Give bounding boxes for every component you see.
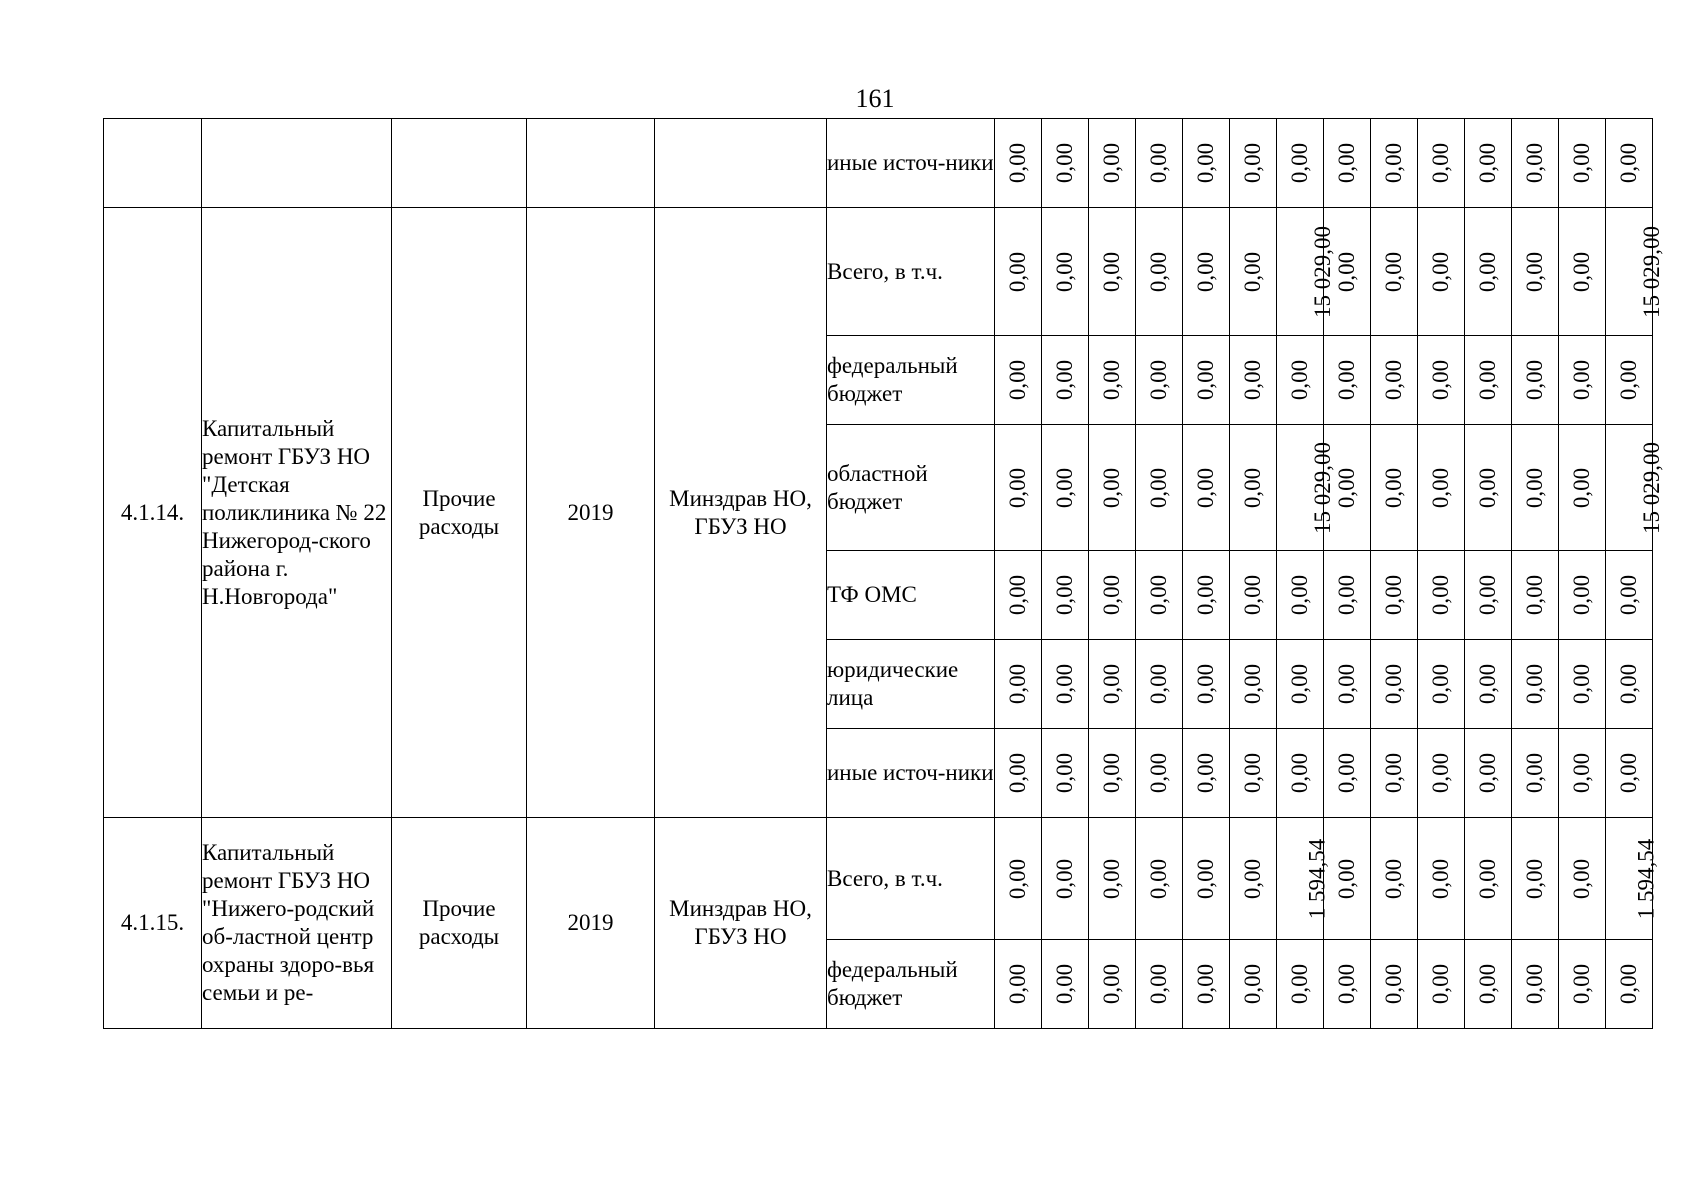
funding-source: иные источ-ники xyxy=(827,119,995,208)
amount-cell xyxy=(1559,336,1606,425)
amount-value: 0,00 xyxy=(1099,359,1124,401)
amount-value: 0,00 xyxy=(1428,574,1453,616)
amount-cell xyxy=(1512,940,1559,1029)
amount-cell xyxy=(1277,818,1330,940)
amount-value: 0,00 xyxy=(1569,963,1594,1005)
amount-cell xyxy=(1512,208,1559,336)
amount-value: 1 594,54 xyxy=(1633,838,1659,919)
amount-cell xyxy=(1136,425,1183,551)
amount-cell xyxy=(1089,208,1136,336)
amount-value: 0,00 xyxy=(1428,752,1453,794)
amount-value: 0,00 xyxy=(1146,251,1171,292)
amount-cell xyxy=(1324,551,1371,640)
amount-value: 15 029,00 xyxy=(1639,225,1664,318)
amount-value: 0,00 xyxy=(1522,752,1547,794)
amount-value: 0,00 xyxy=(1428,359,1453,401)
amount-value: 0,00 xyxy=(1522,359,1547,401)
amount-value: 0,00 xyxy=(1287,142,1312,184)
amount-value: 0,00 xyxy=(1146,574,1171,616)
amount-cell xyxy=(1136,208,1183,336)
amount-value: 0,00 xyxy=(1334,467,1359,508)
amount-value: 0,00 xyxy=(1052,251,1077,292)
amount-cell xyxy=(1277,640,1324,729)
amount-value: 0,00 xyxy=(1334,858,1359,899)
amount-value: 0,00 xyxy=(1193,858,1218,899)
amount-value: 0,00 xyxy=(1052,142,1077,184)
amount-cell xyxy=(1465,119,1512,208)
amount-value: 0,00 xyxy=(1475,663,1500,705)
amount-cell xyxy=(1183,729,1230,818)
amount-value: 0,00 xyxy=(1240,142,1265,184)
amount-value: 0,00 xyxy=(1005,467,1030,508)
amount-value: 0,00 xyxy=(1569,251,1594,292)
amount-cell xyxy=(1606,551,1653,640)
amount-cell xyxy=(1277,940,1324,1029)
amount-value: 0,00 xyxy=(1099,467,1124,508)
item-number: 4.1.14. xyxy=(104,208,202,818)
amount-value: 0,00 xyxy=(1099,963,1124,1005)
amount-cell xyxy=(1512,336,1559,425)
amount-value: 0,00 xyxy=(1099,574,1124,616)
amount-value: 0,00 xyxy=(1005,663,1030,705)
amount-cell xyxy=(1465,208,1512,336)
amount-value: 0,00 xyxy=(1616,663,1641,705)
amount-cell xyxy=(1606,729,1653,818)
amount-cell xyxy=(1089,940,1136,1029)
amount-value: 0,00 xyxy=(1052,963,1077,1005)
amount-value: 0,00 xyxy=(1193,467,1218,508)
amount-cell xyxy=(1465,729,1512,818)
amount-value: 0,00 xyxy=(1099,663,1124,705)
amount-value: 0,00 xyxy=(1616,142,1641,184)
amount-cell xyxy=(1371,208,1418,336)
amount-value: 0,00 xyxy=(1569,752,1594,794)
amount-cell xyxy=(1371,729,1418,818)
amount-cell xyxy=(995,336,1042,425)
amount-cell xyxy=(1042,818,1089,940)
expense-section: Прочие расходы xyxy=(392,818,527,1029)
amount-value: 0,00 xyxy=(1569,574,1594,616)
amount-value: 0,00 xyxy=(1428,963,1453,1005)
amount-value: 0,00 xyxy=(1381,142,1406,184)
amount-cell xyxy=(1559,425,1606,551)
amount-value: 0,00 xyxy=(1381,752,1406,794)
item-name: Капитальный ремонт ГБУЗ НО "Детская поликлиника № 22 Нижегород-ского района г. Н.Новгорода" xyxy=(202,208,392,818)
amount-value: 0,00 xyxy=(1334,752,1359,794)
amount-value: 0,00 xyxy=(1428,858,1453,899)
amount-cell xyxy=(1465,818,1512,940)
amount-value: 0,00 xyxy=(1287,752,1312,794)
item-executor xyxy=(655,119,827,208)
amount-value: 0,00 xyxy=(1381,359,1406,401)
amount-cell xyxy=(1183,551,1230,640)
amount-cell xyxy=(1136,640,1183,729)
amount-cell xyxy=(1324,336,1371,425)
amount-value: 0,00 xyxy=(1616,963,1641,1005)
amount-cell xyxy=(1136,729,1183,818)
amount-value: 0,00 xyxy=(1287,574,1312,616)
item-year: 2019 xyxy=(527,818,655,1029)
amount-value: 0,00 xyxy=(1428,142,1453,184)
amount-value: 0,00 xyxy=(1569,142,1594,184)
amount-value: 0,00 xyxy=(1193,574,1218,616)
amount-value: 0,00 xyxy=(1240,963,1265,1005)
amount-cell xyxy=(1606,425,1664,551)
amount-cell xyxy=(1277,425,1335,551)
amount-cell xyxy=(995,551,1042,640)
amount-cell xyxy=(995,818,1042,940)
amount-value: 0,00 xyxy=(1381,251,1406,292)
amount-cell xyxy=(1606,119,1653,208)
amount-cell xyxy=(1042,119,1089,208)
amount-cell xyxy=(1183,208,1230,336)
amount-cell xyxy=(1136,551,1183,640)
amount-cell xyxy=(1418,425,1465,551)
funding-source: иные источ-ники xyxy=(827,729,995,818)
amount-cell xyxy=(995,640,1042,729)
amount-cell xyxy=(1136,940,1183,1029)
amount-value: 0,00 xyxy=(1193,752,1218,794)
amount-value: 0,00 xyxy=(1475,858,1500,899)
amount-value: 0,00 xyxy=(1099,142,1124,184)
amount-cell xyxy=(1042,940,1089,1029)
amount-value: 0,00 xyxy=(1287,963,1312,1005)
amount-cell xyxy=(1230,640,1277,729)
amount-cell xyxy=(1512,119,1559,208)
amount-value: 0,00 xyxy=(1475,142,1500,184)
amount-value: 0,00 xyxy=(1146,752,1171,794)
amount-cell xyxy=(1230,818,1277,940)
amount-value: 0,00 xyxy=(1475,963,1500,1005)
amount-cell xyxy=(1371,818,1418,940)
amount-cell xyxy=(1183,119,1230,208)
amount-cell xyxy=(1042,208,1089,336)
expense-section xyxy=(392,119,527,208)
amount-value: 0,00 xyxy=(1522,858,1547,899)
amount-cell xyxy=(1512,640,1559,729)
amount-value: 0,00 xyxy=(1616,359,1641,401)
amount-cell xyxy=(1465,940,1512,1029)
funding-source: ТФ ОМС xyxy=(827,551,995,640)
amount-cell xyxy=(1136,336,1183,425)
amount-value: 0,00 xyxy=(1240,752,1265,794)
amount-value: 0,00 xyxy=(1334,251,1359,292)
funding-source: Всего, в т.ч. xyxy=(827,208,995,336)
amount-value: 0,00 xyxy=(1146,858,1171,899)
amount-value: 0,00 xyxy=(1052,663,1077,705)
amount-cell xyxy=(1418,729,1465,818)
table-row xyxy=(104,208,1653,336)
amount-cell xyxy=(1371,425,1418,551)
amount-cell xyxy=(1324,640,1371,729)
amount-cell xyxy=(1418,551,1465,640)
amount-value: 0,00 xyxy=(1240,359,1265,401)
amount-cell xyxy=(1559,818,1606,940)
amount-cell xyxy=(1183,640,1230,729)
item-executor: Минздрав НО, ГБУЗ НО xyxy=(655,208,827,818)
amount-cell xyxy=(1089,425,1136,551)
amount-cell xyxy=(1606,208,1664,336)
amount-cell xyxy=(1371,119,1418,208)
amount-value: 15 029,00 xyxy=(1310,225,1335,318)
amount-value: 0,00 xyxy=(1569,359,1594,401)
amount-cell xyxy=(1418,640,1465,729)
amount-cell xyxy=(1183,425,1230,551)
amount-value: 0,00 xyxy=(1146,359,1171,401)
amount-cell xyxy=(1559,640,1606,729)
amount-cell xyxy=(1230,208,1277,336)
amount-cell xyxy=(1230,729,1277,818)
table-row xyxy=(104,818,1653,940)
amount-value: 0,00 xyxy=(1005,963,1030,1005)
amount-cell xyxy=(1512,729,1559,818)
amount-value: 0,00 xyxy=(1240,574,1265,616)
amount-cell xyxy=(1324,940,1371,1029)
page-number: 161 xyxy=(855,84,895,113)
amount-cell xyxy=(1606,818,1659,940)
table-row xyxy=(104,119,1653,208)
amount-value: 0,00 xyxy=(1052,574,1077,616)
amount-value: 0,00 xyxy=(1616,574,1641,616)
amount-cell xyxy=(1606,640,1653,729)
amount-value: 0,00 xyxy=(1193,663,1218,705)
amount-cell xyxy=(1418,940,1465,1029)
amount-cell xyxy=(1371,640,1418,729)
funding-source: Всего, в т.ч. xyxy=(827,818,995,940)
amount-cell xyxy=(1418,818,1465,940)
funding-source: федеральный бюджет xyxy=(827,336,995,425)
amount-value: 0,00 xyxy=(1193,359,1218,401)
amount-cell xyxy=(1371,940,1418,1029)
amount-value: 0,00 xyxy=(1146,663,1171,705)
amount-cell xyxy=(1277,729,1324,818)
amount-value: 0,00 xyxy=(1146,467,1171,508)
amount-value: 0,00 xyxy=(1193,142,1218,184)
amount-value: 0,00 xyxy=(1381,467,1406,508)
funding-source: федеральный бюджет xyxy=(827,940,995,1029)
amount-value: 0,00 xyxy=(1334,359,1359,401)
amount-cell xyxy=(1559,119,1606,208)
amount-value: 0,00 xyxy=(1334,142,1359,184)
amount-cell xyxy=(1089,640,1136,729)
amount-cell xyxy=(1324,818,1371,940)
amount-value: 0,00 xyxy=(1052,359,1077,401)
amount-cell xyxy=(1371,551,1418,640)
amount-value: 0,00 xyxy=(1240,858,1265,899)
amount-cell xyxy=(1183,940,1230,1029)
amount-value: 0,00 xyxy=(1475,359,1500,401)
item-executor: Минздрав НО, ГБУЗ НО xyxy=(655,818,827,1029)
item-year: 2019 xyxy=(527,208,655,818)
amount-value: 0,00 xyxy=(1193,251,1218,292)
item-name: Капитальный ремонт ГБУЗ НО "Нижего-родский об-ластной центр охраны здоро-вья семьи и ре- xyxy=(202,818,392,1029)
amount-value: 0,00 xyxy=(1005,359,1030,401)
amount-cell xyxy=(995,119,1042,208)
amount-value: 0,00 xyxy=(1005,858,1030,899)
amount-cell xyxy=(1230,940,1277,1029)
amount-value: 0,00 xyxy=(1005,251,1030,292)
amount-cell xyxy=(1089,551,1136,640)
amount-cell xyxy=(1559,729,1606,818)
amount-value: 0,00 xyxy=(1569,467,1594,508)
amount-cell xyxy=(1512,551,1559,640)
amount-value: 0,00 xyxy=(1475,467,1500,508)
amount-value: 0,00 xyxy=(1005,142,1030,184)
amount-cell xyxy=(995,729,1042,818)
amount-cell xyxy=(1418,119,1465,208)
amount-value: 0,00 xyxy=(1428,251,1453,292)
amount-cell xyxy=(1230,551,1277,640)
amount-value: 0,00 xyxy=(1616,752,1641,794)
amount-value: 0,00 xyxy=(1052,467,1077,508)
amount-value: 0,00 xyxy=(1334,963,1359,1005)
amount-value: 0,00 xyxy=(1569,663,1594,705)
amount-value: 0,00 xyxy=(1193,963,1218,1005)
amount-value: 0,00 xyxy=(1005,574,1030,616)
amount-cell xyxy=(1559,551,1606,640)
amount-cell xyxy=(1324,729,1371,818)
amount-value: 0,00 xyxy=(1240,251,1265,292)
budget-table xyxy=(103,118,1664,1029)
amount-value: 0,00 xyxy=(1287,663,1312,705)
amount-value: 0,00 xyxy=(1475,574,1500,616)
amount-value: 0,00 xyxy=(1381,574,1406,616)
amount-value: 0,00 xyxy=(1334,663,1359,705)
amount-cell xyxy=(1089,119,1136,208)
amount-cell xyxy=(995,425,1042,551)
amount-cell xyxy=(1136,119,1183,208)
amount-value: 15 029,00 xyxy=(1310,441,1335,534)
amount-cell xyxy=(1418,336,1465,425)
amount-cell xyxy=(1512,425,1559,551)
expense-section: Прочие расходы xyxy=(392,208,527,818)
amount-value: 0,00 xyxy=(1052,858,1077,899)
amount-cell xyxy=(1606,940,1653,1029)
amount-cell xyxy=(1277,208,1335,336)
item-name xyxy=(202,119,392,208)
amount-cell xyxy=(1324,119,1371,208)
amount-value: 0,00 xyxy=(1146,963,1171,1005)
amount-value: 0,00 xyxy=(1475,251,1500,292)
amount-value: 0,00 xyxy=(1522,251,1547,292)
item-number: 4.1.15. xyxy=(104,818,202,1029)
amount-cell xyxy=(1418,208,1465,336)
amount-cell xyxy=(1230,336,1277,425)
amount-value: 0,00 xyxy=(1381,963,1406,1005)
amount-cell xyxy=(1465,640,1512,729)
funding-source: областной бюджет xyxy=(827,425,995,551)
amount-cell xyxy=(1089,729,1136,818)
amount-value: 0,00 xyxy=(1522,467,1547,508)
amount-value: 0,00 xyxy=(1240,663,1265,705)
amount-cell xyxy=(1042,336,1089,425)
amount-cell xyxy=(1089,336,1136,425)
amount-value: 0,00 xyxy=(1475,752,1500,794)
amount-value: 0,00 xyxy=(1428,467,1453,508)
amount-cell xyxy=(995,940,1042,1029)
amount-value: 0,00 xyxy=(1522,142,1547,184)
amount-value: 0,00 xyxy=(1522,574,1547,616)
amount-value: 0,00 xyxy=(1005,752,1030,794)
amount-cell xyxy=(1277,119,1324,208)
amount-value: 0,00 xyxy=(1381,858,1406,899)
amount-cell xyxy=(1512,818,1559,940)
amount-cell xyxy=(1230,425,1277,551)
amount-cell xyxy=(1465,336,1512,425)
amount-value: 0,00 xyxy=(1569,858,1594,899)
amount-cell xyxy=(1042,425,1089,551)
amount-cell xyxy=(1606,336,1653,425)
amount-cell xyxy=(1042,551,1089,640)
amount-cell xyxy=(1230,119,1277,208)
amount-cell xyxy=(995,208,1042,336)
amount-value: 0,00 xyxy=(1334,574,1359,616)
amount-cell xyxy=(1465,425,1512,551)
amount-value: 0,00 xyxy=(1381,663,1406,705)
amount-cell xyxy=(1042,729,1089,818)
amount-value: 0,00 xyxy=(1099,251,1124,292)
amount-cell xyxy=(1277,551,1324,640)
amount-value: 0,00 xyxy=(1522,663,1547,705)
amount-cell xyxy=(1559,940,1606,1029)
amount-cell xyxy=(1089,818,1136,940)
amount-cell xyxy=(1559,208,1606,336)
amount-value: 0,00 xyxy=(1240,467,1265,508)
amount-cell xyxy=(1371,336,1418,425)
amount-cell xyxy=(1136,818,1183,940)
amount-value: 0,00 xyxy=(1522,963,1547,1005)
item-year xyxy=(527,119,655,208)
amount-cell xyxy=(1465,551,1512,640)
funding-source: юридические лица xyxy=(827,640,995,729)
item-number xyxy=(104,119,202,208)
amount-cell xyxy=(1277,336,1324,425)
amount-value: 0,00 xyxy=(1052,752,1077,794)
amount-cell xyxy=(1183,336,1230,425)
amount-value: 15 029,00 xyxy=(1639,441,1664,534)
amount-value: 0,00 xyxy=(1287,359,1312,401)
amount-value: 1 594,54 xyxy=(1304,838,1330,919)
amount-value: 0,00 xyxy=(1428,663,1453,705)
amount-value: 0,00 xyxy=(1146,142,1171,184)
amount-cell xyxy=(1183,818,1230,940)
amount-cell xyxy=(1042,640,1089,729)
amount-value: 0,00 xyxy=(1099,858,1124,899)
amount-value: 0,00 xyxy=(1099,752,1124,794)
